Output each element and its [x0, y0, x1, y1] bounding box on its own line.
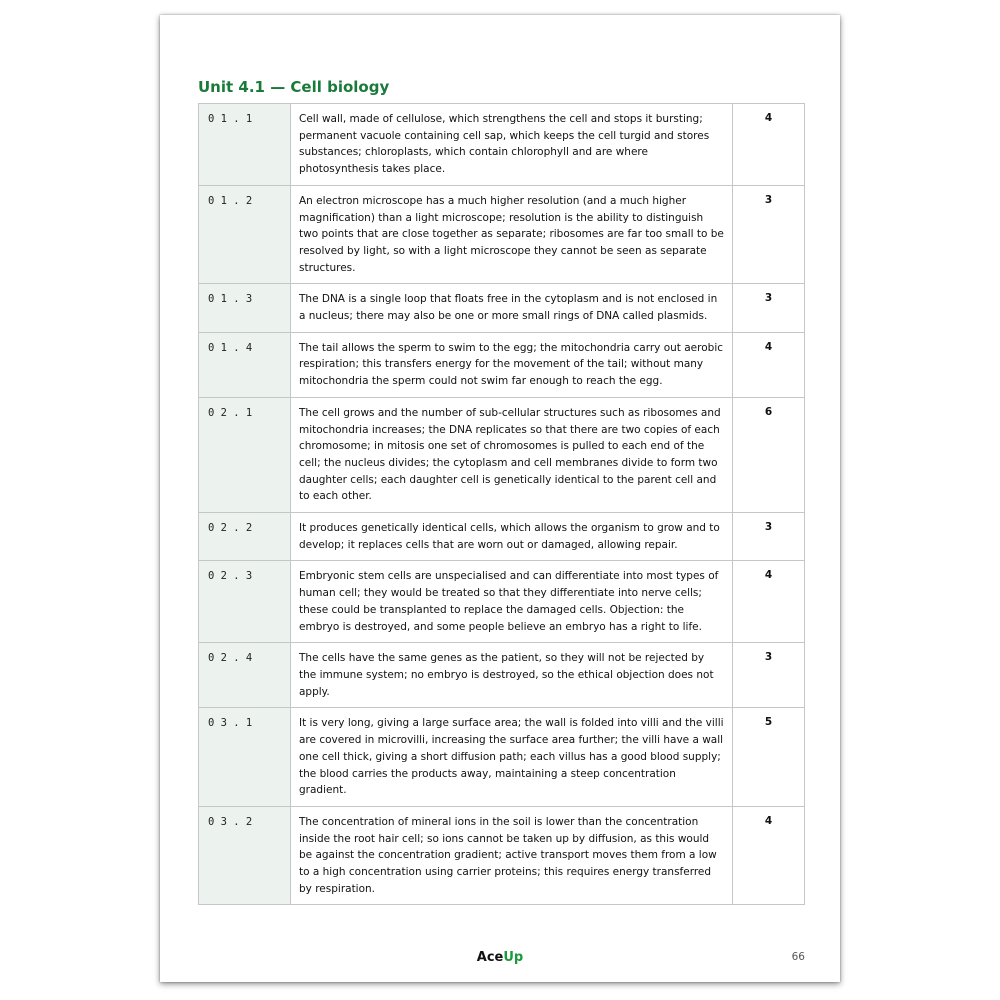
document-page [160, 15, 840, 982]
marks-value: 6 [733, 397, 805, 512]
brand-text-up: Up [503, 950, 524, 965]
question-number: 0 3 . 2 [199, 806, 291, 905]
answer-text: An electron microscope has a much higher resolution (and a much higher magnification) than a light microscope; resolution is the ability to distinguish two points that are close together as separate; ribosomes are far too small to be resolved by light, so with a light microscope they cannot be seen as separate structures. [291, 185, 733, 284]
table-row [199, 332, 805, 397]
answer-text: Embryonic stem cells are unspecialised and can differentiate into most types of human cell; they would be treated so that they differentiate into nerve cells; these could be transplanted to replace the damaged cells. Objection: the embryo is destroyed, and some people believe an embryo has a right to life. [291, 561, 733, 643]
marks-value: 4 [733, 561, 805, 643]
answers-table-body [199, 104, 805, 905]
brand-logo [160, 950, 840, 965]
answer-text: The concentration of mineral ions in the soil is lower than the concentration inside the root hair cell; so ions cannot be taken up by diffusion, as this would be against the concentration gradient; active transport moves them from a low to a high concentration using carrier proteins; this requires energy transferred by respiration. [291, 806, 733, 905]
brand-text-ace: Ace [476, 950, 504, 965]
table-row [199, 708, 805, 807]
question-number: 0 1 . 2 [199, 185, 291, 284]
answer-text: It produces genetically identical cells, which allows the organism to grow and to develop; it replaces cells that are worn out or damaged, allowing repair. [291, 513, 733, 561]
marks-value: 3 [733, 284, 805, 332]
table-row [199, 397, 805, 512]
question-number: 0 2 . 4 [199, 643, 291, 708]
marks-value: 4 [733, 806, 805, 905]
answer-text: It is very long, giving a large surface area; the wall is folded into villi and the villi are covered in microvilli, increasing the surface area further; the villi have a wall one cell thick, giving a short diffusion path; each villus has a good blood supply; the blood carries the products away, maintaining a steep concentration gradient. [291, 708, 733, 807]
unit-title: Unit 4.1 — Cell biology [198, 78, 390, 96]
table-row [199, 513, 805, 561]
marks-value: 3 [733, 513, 805, 561]
question-number: 0 2 . 3 [199, 561, 291, 643]
table-row [199, 806, 805, 905]
answer-text: Cell wall, made of cellulose, which strengthens the cell and stops it bursting; permanent vacuole containing cell sap, which keeps the cell turgid and stores substances; chloroplasts, which contain chlorophyll and are where photosynthesis takes place. [291, 104, 733, 186]
table-row [199, 185, 805, 284]
answer-text: The tail allows the sperm to swim to the egg; the mitochondria carry out aerobic respiration; this transfers energy for the movement of the tail; without many mitochondria the sperm could not swim far enough to reach the egg. [291, 332, 733, 397]
marks-value: 4 [733, 104, 805, 186]
question-number: 0 1 . 3 [199, 284, 291, 332]
question-number: 0 1 . 4 [199, 332, 291, 397]
question-number: 0 2 . 1 [199, 397, 291, 512]
question-number: 0 3 . 1 [199, 708, 291, 807]
page-number: 66 [791, 951, 805, 963]
question-number: 0 2 . 2 [199, 513, 291, 561]
marks-value: 3 [733, 185, 805, 284]
answer-text: The cell grows and the number of sub-cellular structures such as ribosomes and mitochondria increases; the DNA replicates so that there are two copies of each chromosome; in mitosis one set of chromosomes is pulled to each end of the cell; the nucleus divides; the cytoplasm and cell membranes divide to form two daughter cells; each daughter cell is genetically identical to the parent cell and to each other. [291, 397, 733, 512]
table-row [199, 643, 805, 708]
question-number: 0 1 . 1 [199, 104, 291, 186]
table-row [199, 284, 805, 332]
answers-table [198, 103, 805, 905]
table-row [199, 104, 805, 186]
table-row [199, 561, 805, 643]
marks-value: 3 [733, 643, 805, 708]
answer-text: The DNA is a single loop that floats free in the cytoplasm and is not enclosed in a nucleus; there may also be one or more small rings of DNA called plasmids. [291, 284, 733, 332]
marks-value: 4 [733, 332, 805, 397]
answer-text: The cells have the same genes as the patient, so they will not be rejected by the immune system; no embryo is destroyed, so the ethical objection does not apply. [291, 643, 733, 708]
marks-value: 5 [733, 708, 805, 807]
